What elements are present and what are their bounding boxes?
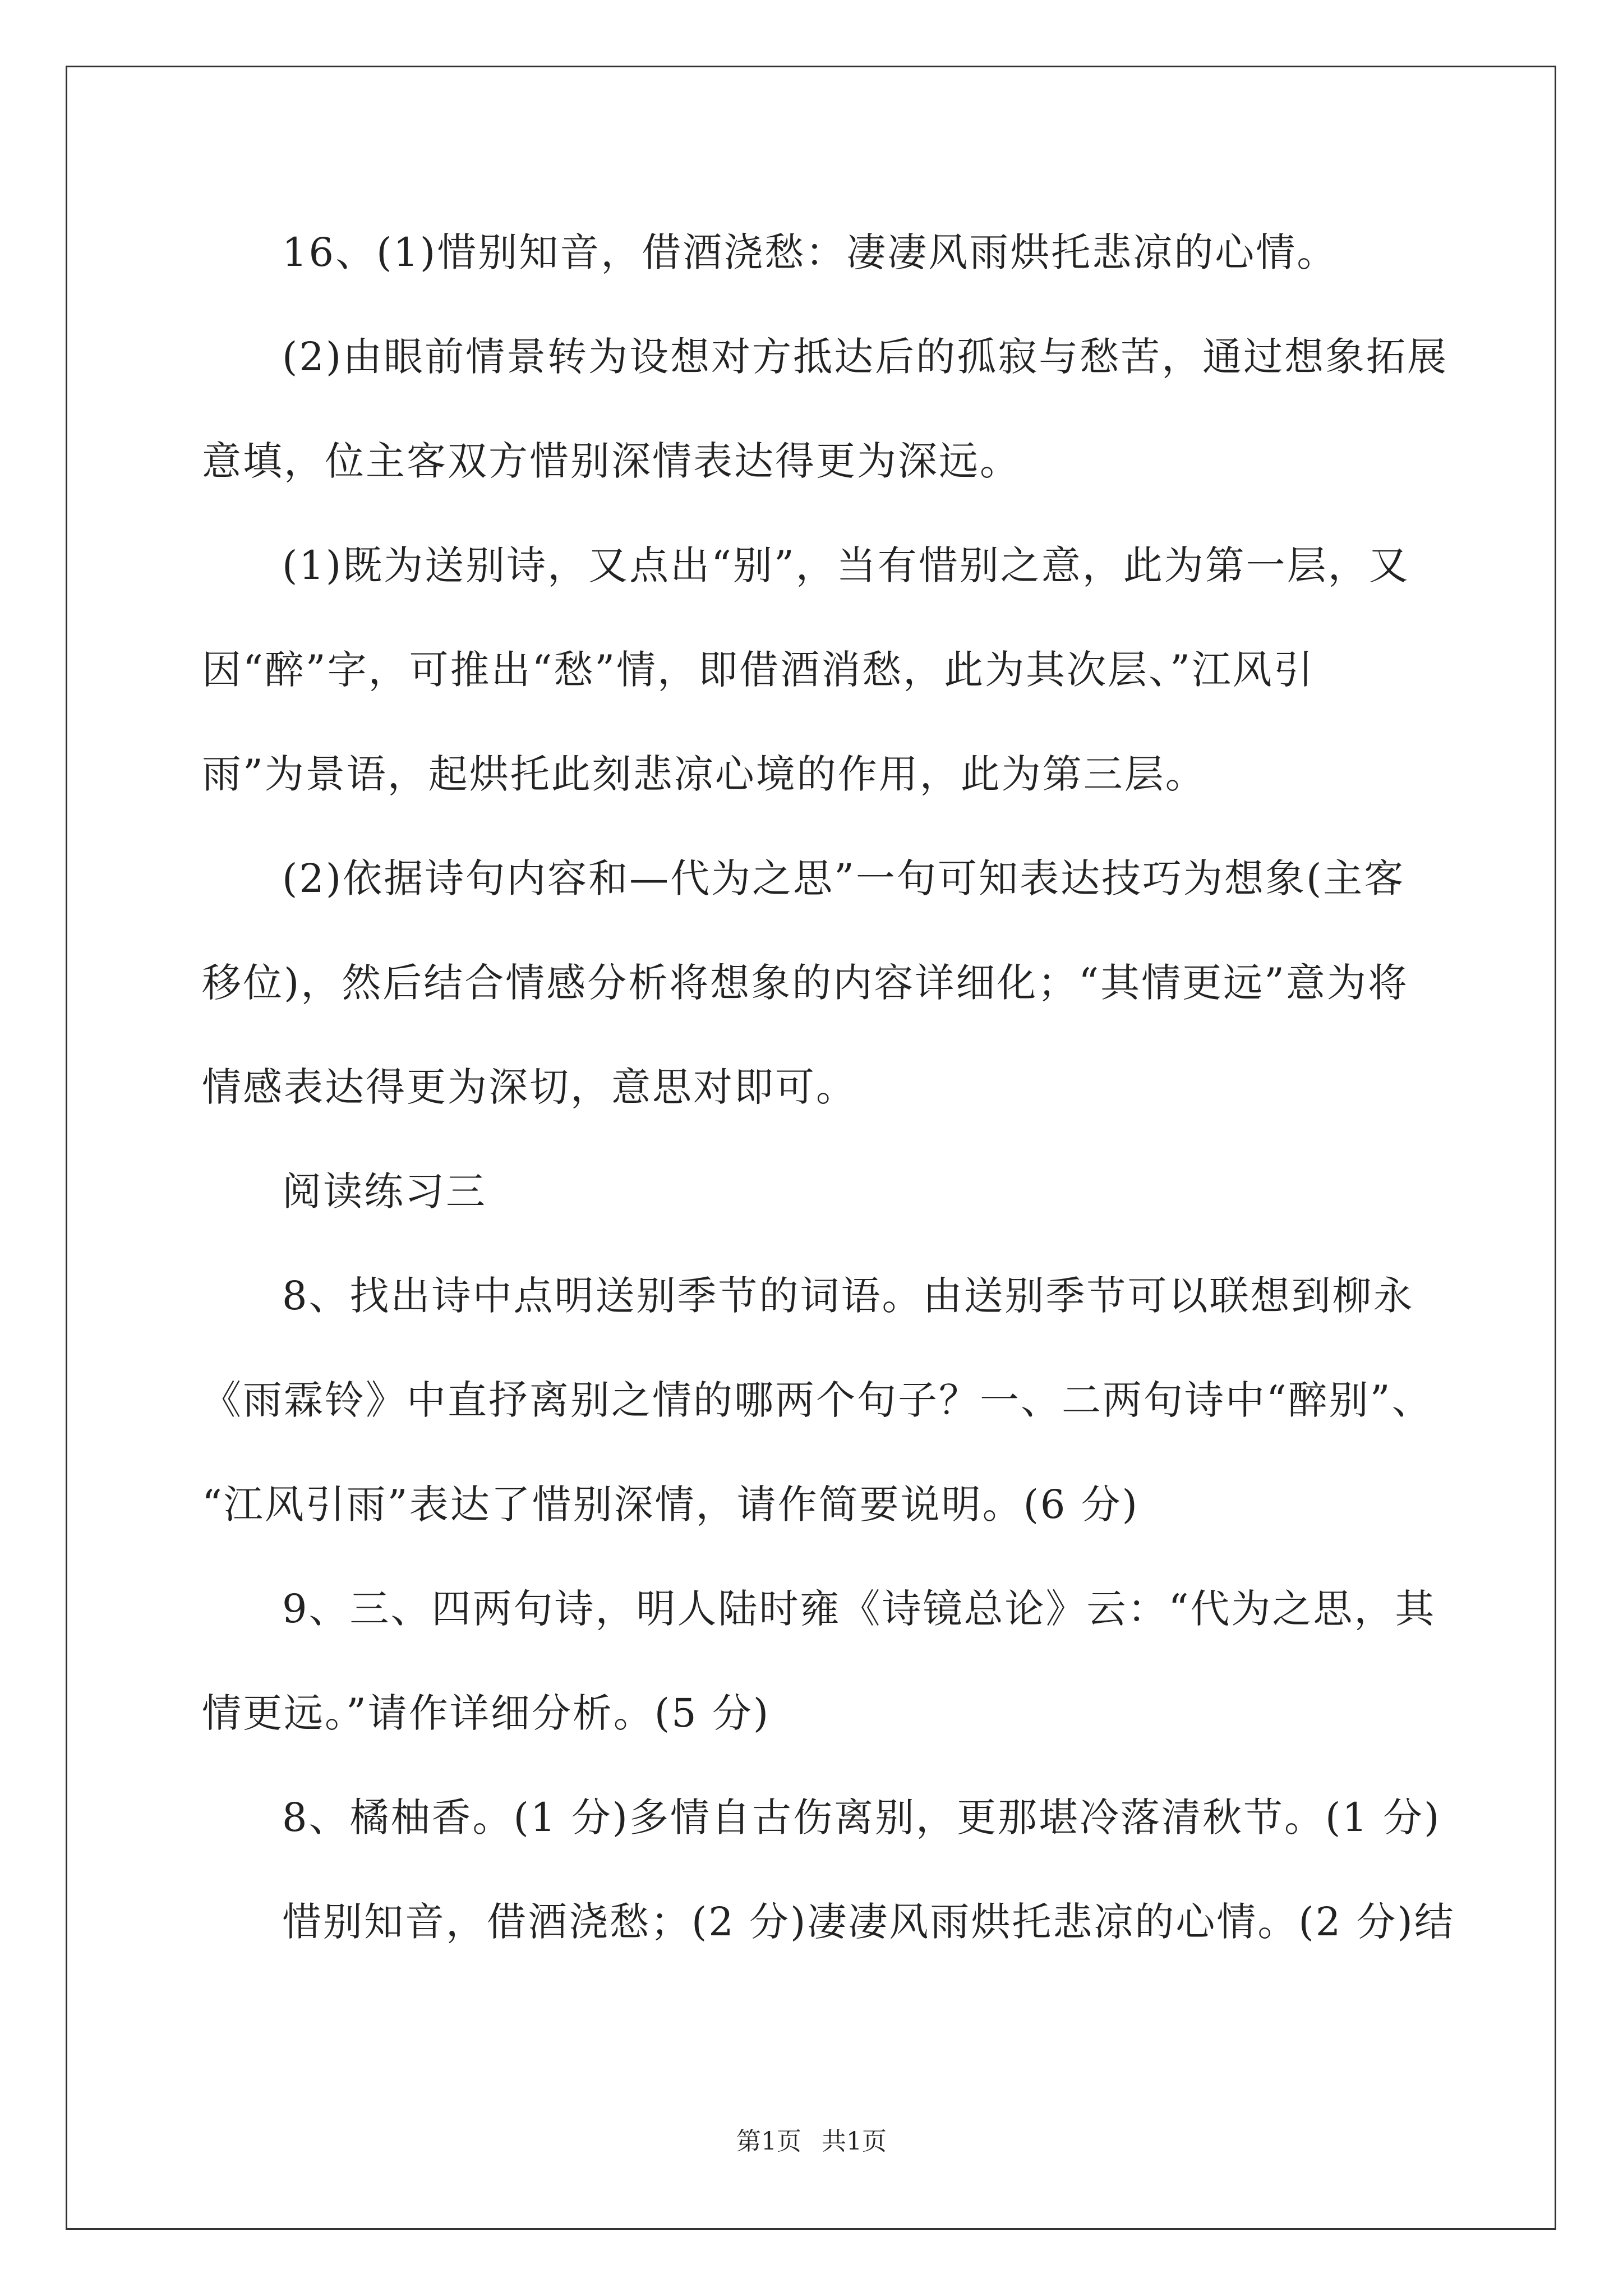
section-heading: 阅读练习三 <box>282 1168 487 1214</box>
text-line: (2)依据诗句内容和—代为之思”一句可知表达技巧为想象(主客 <box>282 855 1405 901</box>
text-line: 9、三、四两句诗，明人陆时雍《诗镜总论》云：“代为之思，其 <box>282 1586 1436 1632</box>
text-line: 情更远。”请作详细分析。(5 分) <box>202 1690 771 1736</box>
page-footer <box>0 2125 1623 2159</box>
text-line: 意填，位主客双方惜别深情表达得更为深远。 <box>202 438 1021 484</box>
text-line: 情感表达得更为深切，意思对即可。 <box>202 1064 857 1110</box>
text-line: 16、(1)惜别知音，借酒浇愁：凄凄风雨烘托悲凉的心情。 <box>282 229 1338 275</box>
text-line: (1)既为送别诗，又点出“别”，当有惜别之意，此为第一层，又 <box>282 542 1410 588</box>
page-number: 第1页 <box>736 2127 801 2156</box>
text-line: (2)由眼前情景转为设想对方抵达后的孤寂与愁苦，通过想象拓展 <box>282 334 1449 380</box>
text-line: 惜别知音，借酒浇愁；(2 分)凄凄风雨烘托悲凉的心情。(2 分)结 <box>282 1899 1455 1945</box>
text-line: 8、橘柚香。(1 分)多情自古伤离别，更那堪冷落清秋节。(1 分) <box>282 1795 1441 1841</box>
text-line: 《雨霖铃》中直抒离别之情的哪两个句子？一、二两句诗中“醉别”、 <box>202 1377 1433 1423</box>
text-line: 移位)，然后结合情感分析将想象的内容详细化；“其情更远”意为将 <box>202 960 1409 1006</box>
text-line: “江风引雨”表达了惜别深情，请作简要说明。(6 分) <box>202 1481 1139 1527</box>
text-line: 因“醉”字，可推出“愁”情，即借酒消愁，此为其次层、”江风引 <box>202 647 1315 693</box>
text-line: 8、找出诗中点明送别季节的词语。由送别季节可以联想到柳永 <box>282 1273 1414 1319</box>
text-line: 雨”为景语，起烘托此刻悲凉心境的作用，此为第三层。 <box>202 751 1206 797</box>
page-total: 共1页 <box>822 2127 887 2156</box>
